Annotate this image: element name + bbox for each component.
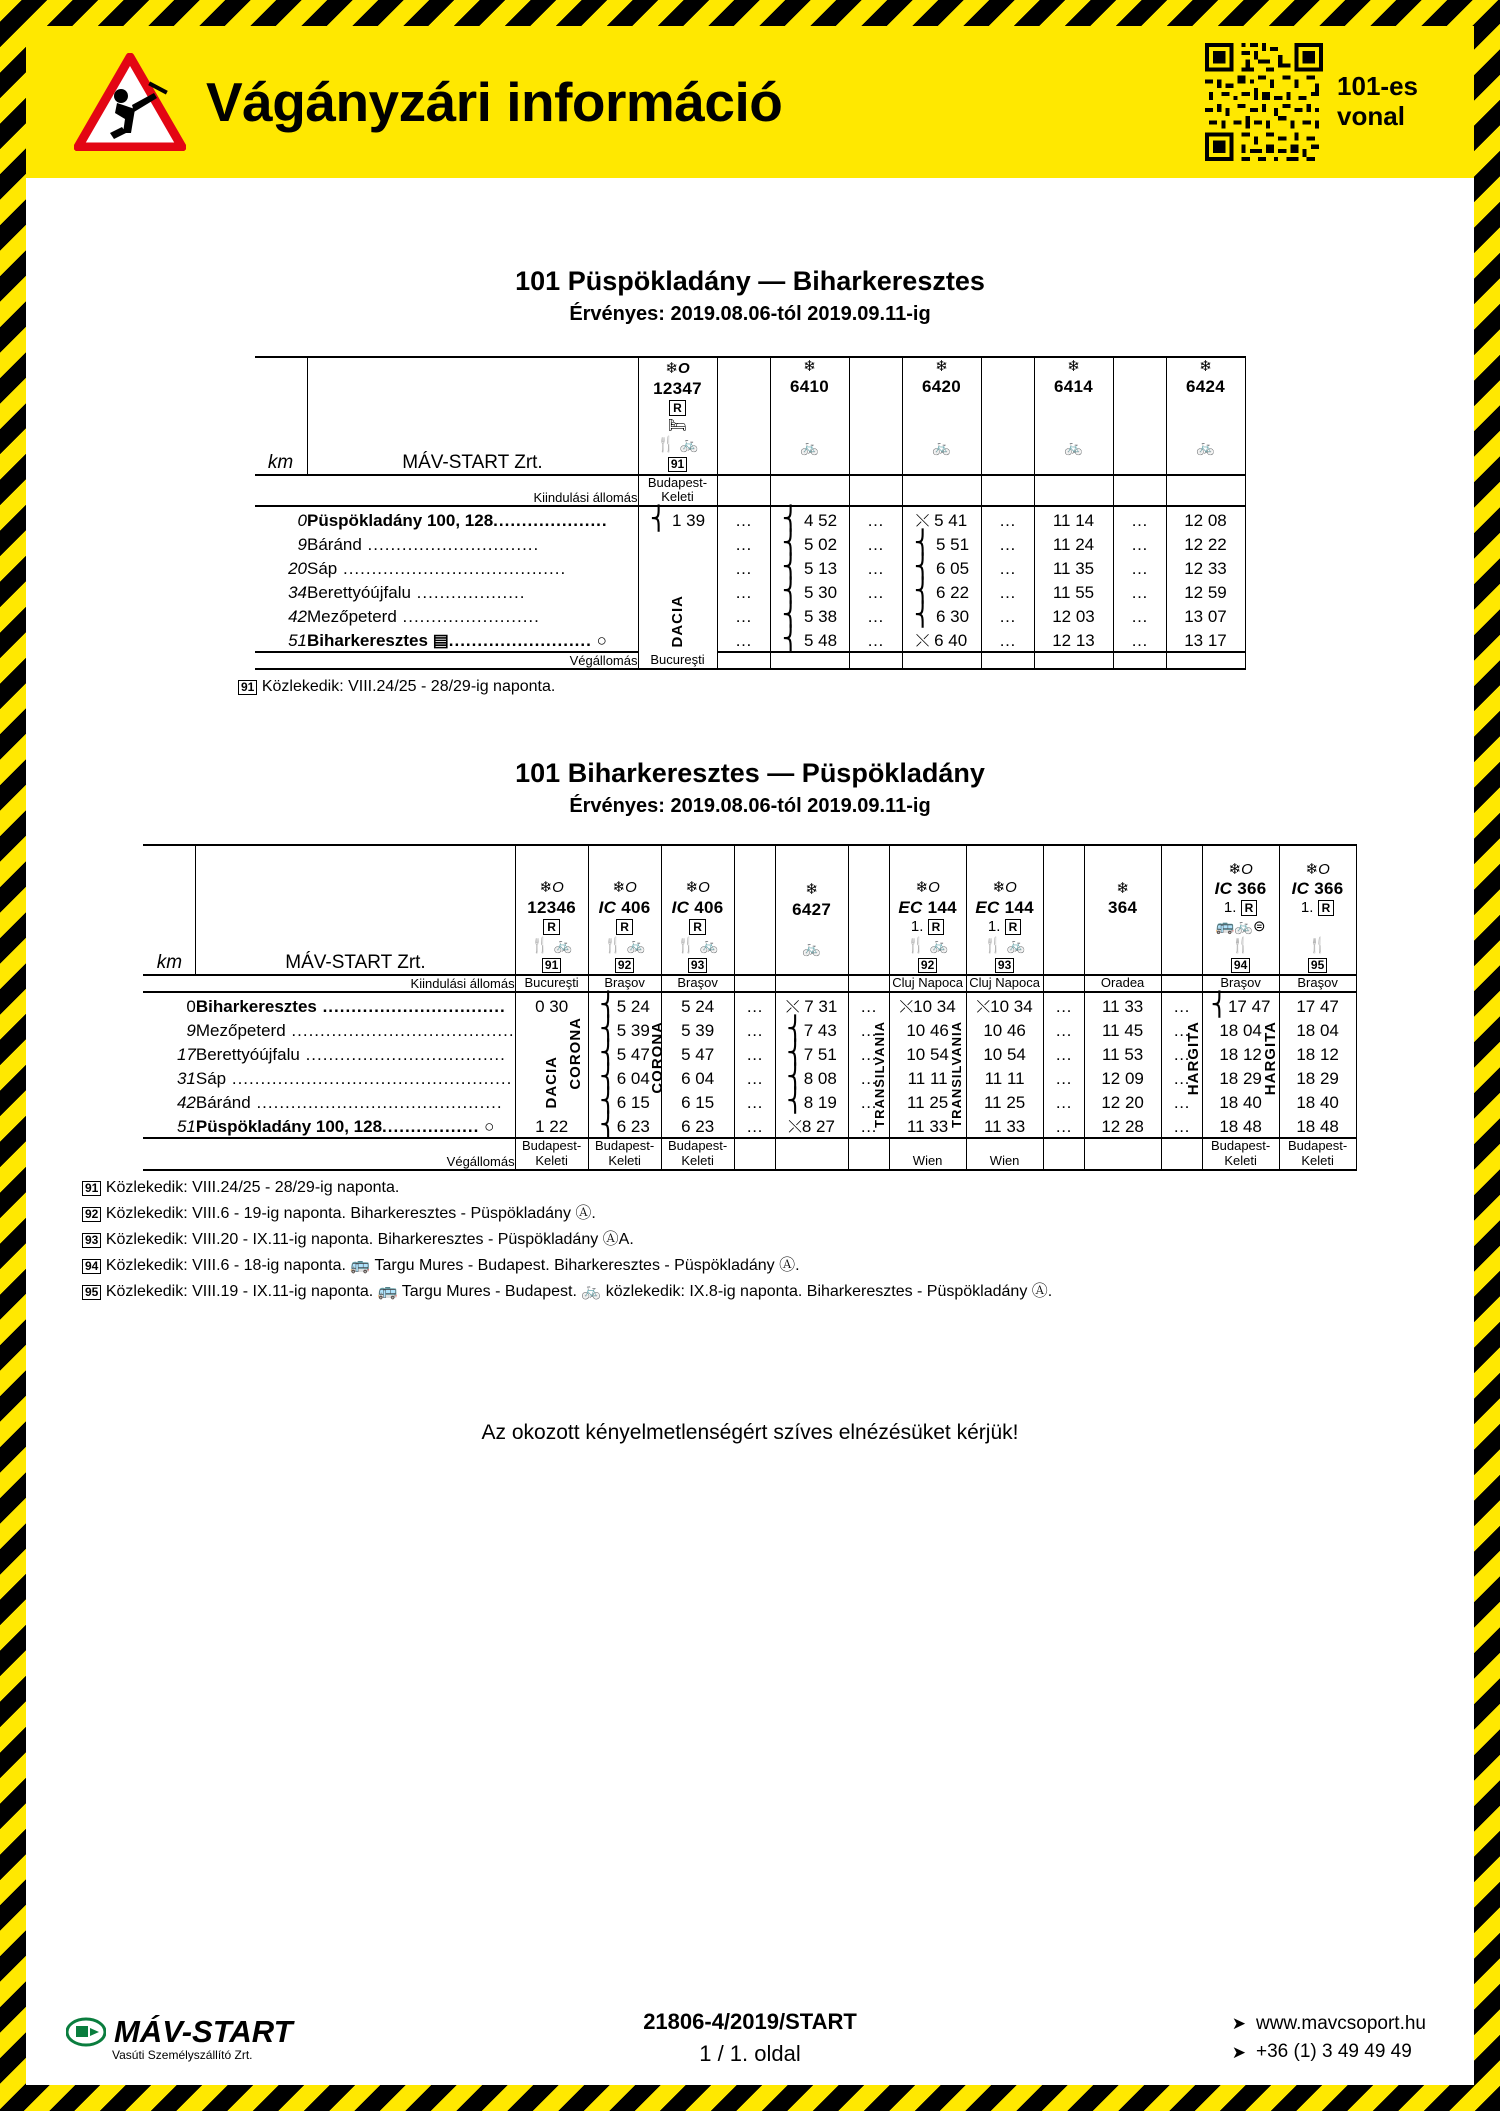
train-name-transilvania-1: TRANSILVANIA bbox=[872, 1021, 888, 1129]
company-name: MÁV-START Zrt. bbox=[307, 357, 638, 475]
document-id: 21806-4/2019/START bbox=[643, 2009, 857, 2034]
km-value: 0 bbox=[255, 506, 308, 531]
origin-label-2: Kiindulási állomás bbox=[143, 975, 515, 992]
note-92: 92 Közlekedik: VIII.6 - 19-ig naponta. Biharkeresztes - Püspökladány Ⓐ. bbox=[82, 1200, 1474, 1223]
section2-subtitle: Érvényes: 2019.08.06-tól 2019.09.11-ig bbox=[569, 795, 931, 818]
arrow-icon: ➤ bbox=[1231, 2042, 1246, 2062]
station-name: Püspökladány 100, 128.................... bbox=[307, 506, 638, 531]
railway-worker-warning-icon bbox=[74, 53, 186, 151]
train-name-corona-1: CORONA bbox=[567, 1017, 585, 1091]
train-header-12346: ❄O 12346 R 🍴 🚲 91 bbox=[515, 845, 588, 975]
time-cell: 4 52 bbox=[803, 511, 838, 531]
footer-center bbox=[26, 2009, 1474, 2067]
train-name-transilvania-2: TRANSILVANIA bbox=[949, 1021, 965, 1129]
time-cell: 5 41 bbox=[934, 511, 968, 531]
train-name-hargita-1: HARGITA bbox=[1185, 1021, 1203, 1096]
train-name-corona-2: CORONA bbox=[649, 1021, 667, 1095]
train-header-ec144-b: ❄O EC 144 1. R 🍴 🚲 93 bbox=[966, 845, 1043, 975]
km-header-2: km bbox=[143, 845, 196, 975]
note-91: 91 Közlekedik: VIII.24/25 - 28/29-ig naponta. bbox=[238, 678, 1474, 696]
note-94: 94 Közlekedik: VIII.6 - 18-ig naponta. 🚌 Targu Mures - Budapest. Biharkeresztes - Püspökladány Ⓐ. bbox=[82, 1252, 1474, 1275]
train-header-6414: ❄ 6414 🚲 bbox=[1034, 357, 1113, 474]
arrow-icon: ➤ bbox=[1231, 2014, 1246, 2033]
origin-label: Kiindulási állomás bbox=[255, 475, 639, 507]
company-name-2: MÁV-START Zrt. bbox=[196, 845, 515, 975]
page-title: Vágányzári információ bbox=[206, 71, 783, 133]
header-banner bbox=[26, 26, 1474, 178]
note-91-2: 91 Közlekedik: VIII.24/25 - 28/29-ig naponta. bbox=[82, 1179, 1474, 1197]
section1-notes bbox=[238, 678, 1474, 696]
time-cell: 12 08 bbox=[1184, 511, 1227, 531]
time-cell: 1 39 bbox=[671, 511, 706, 531]
train-header-ic406-b: ❄O IC 406 R 🍴 🚲 93 bbox=[661, 845, 734, 975]
time-cell: 11 14 bbox=[1052, 511, 1095, 531]
note-93: 93 Közlekedik: VIII.20 - IX.11-ig naponta. Biharkeresztes - Püspökladány ⒶA. bbox=[82, 1226, 1474, 1249]
terminus-12347: Bucureşti bbox=[638, 652, 717, 669]
origin-12347: Budapest-Keleti bbox=[638, 475, 717, 507]
main-content bbox=[26, 178, 1474, 1991]
train-name-hargita-2: HARGITA bbox=[1262, 1021, 1280, 1096]
footer bbox=[26, 1991, 1474, 2085]
terminus-label-2: Végállomás bbox=[143, 1138, 515, 1170]
section1-title: 101 Püspökladány — Biharkeresztes bbox=[515, 266, 985, 296]
section2-title: 101 Biharkeresztes — Püspökladány bbox=[515, 758, 985, 789]
logo-text: MÁV-START bbox=[114, 2014, 293, 2049]
apology-text: Az okozott kényelmetlenségért szíves elnézésüket kérjük! bbox=[481, 1421, 1019, 1445]
train-header-ec144-a: ❄O EC 144 1. R 🍴 🚲 92 bbox=[889, 845, 966, 975]
timetable-down: km MÁV-START Zrt. ❄O 12347 R 🛏 🍴 🚲 91 ❄ 6410 🚲 ❄ 6420 🚲 ❄ 6414 🚲 ❄ 6424 🚲 Kiindulási állomás Budapest-Keleti 0 Püspökladány 100, 128.................... ⎨ 1 39 … ⎨ 4 52 … ⤬ 5 41 … 11 14 … 12 08 9 Báránd .............................. DACIA … ⎨ 5 02 … ⎨ 5 51 … 11 24 … 12 22 20 Sáp ....................................... … ⎨ 5 13 … ⎨ 6 05 … 11 35 … 12 33 34 Berettyóújfalu ................... … ⎨ 5 30 … ⎨ 6 22 … 11 55 … 12 59 42 Mezőpeterd ........................ … ⎨ 5 38 … ⎨ 6 30 … 12 03 … 13 07 51 Biharkeresztes ▤......................... ○ … ⎨ 5 48 … ⤬ 6 40 … 12 13 … 13 17 Végállomás Bucureşti bbox=[255, 356, 1246, 670]
logo-subtitle: Vasúti Személyszállító Zrt. bbox=[112, 2048, 253, 2062]
qr-label: 101-es vonal bbox=[1337, 71, 1418, 131]
train-header-6420: ❄ 6420 🚲 bbox=[902, 357, 981, 474]
terminus-label: Végállomás bbox=[255, 652, 639, 669]
train-header-ic366-a: ❄O IC 366 1. R 🚌🚲⊜ 🍴 94 bbox=[1202, 845, 1279, 975]
train-header-ic406-a: ❄O IC 406 R 🍴 🚲 92 bbox=[588, 845, 661, 975]
train-header-6424: ❄ 6424 🚲 bbox=[1166, 357, 1245, 474]
train-name-dacia-2: DACIA bbox=[543, 1055, 561, 1109]
website-link[interactable]: www.mavcsoport.hu bbox=[1255, 2012, 1426, 2034]
timetable-up: km MÁV-START Zrt. ❄O 12346 R 🍴 🚲 91 ❄O IC 406 R 🍴 🚲 92 ❄O IC 406 R 🍴 🚲 93 ❄ 6427 🚲 ❄O EC 144 1. R 🍴 🚲 92 ❄O EC 144 1. R 🍴 🚲 93 ❄ 364 ❄O IC 366 1. R 🚌🚲⊜ 🍴 94 ❄O IC 366 1. R 🍴 95 Kiindulási állomás Bucureşti Braşov Braşov Cluj Napoca Cluj Napoca Oradea Braşov Braşov 0 Biharkeresztes ................................ 0 30 ⎨5 24 5 24 … ⤬ 7 31 … ⤬10 34 ⤬10 34 … 11 33 … ⎨17 47 17 47 9 Mezőpeterd ....................................... DACIA CORONA ⎨5 39 CORONA 5 39 … ⎨7 43 … TRANSILVANIA 10 46 TRANSILVANIA 10 46 … 11 45 … HARGITA 18 04 HARGITA 18 04 17 Berettyóújfalu ................................... ⎨5 47 5 47 … ⎨7 51 … 10 54 10 54 … 11 53 … 18 12 18 12 31 Sáp ................................................. ⎨6 04 6 04 … ⎨8 08 … 11 11 11 11 … 12 09 … 18 29 18 29 42 Báránd ........................................... ⎨6 15 6 15 … ⎨8 19 … 11 25 11 25 … 12 20 … 18 40 18 40 51 Püspökladány 100, 128................. ○ 1 22 ⎨6 23 6 23 … ⤬8 27 … 11 33 11 33 … 12 28 … 18 48 18 48 Végállomás Budapest-Keleti Budapest-Keleti Budapest-Keleti Wien Wien Budapest-Keleti Budapest-Keleti bbox=[143, 844, 1356, 1171]
train-header-364: ❄ 364 bbox=[1084, 845, 1161, 975]
section2-notes bbox=[82, 1179, 1474, 1301]
train-header-6410: ❄ 6410 🚲 bbox=[770, 357, 849, 474]
section1-subtitle: Érvényes: 2019.08.06-tól 2019.09.11-ig bbox=[569, 303, 931, 325]
qr-code-icon bbox=[1205, 43, 1323, 161]
train-header-ic366-b: ❄O IC 366 1. R 🍴 95 bbox=[1279, 845, 1356, 975]
note-95: 95 Közlekedik: VIII.19 - IX.11-ig naponta. 🚌 Targu Mures - Budapest. 🚲 közlekedik: IX.8-ig naponta. Biharkeresztes - Püspökladány Ⓐ. bbox=[82, 1278, 1474, 1301]
phone-number: +36 (1) 3 49 49 49 bbox=[1255, 2041, 1412, 2062]
train-header-6427: ❄ 6427 🚲 bbox=[775, 845, 848, 975]
km-header: km bbox=[255, 357, 308, 475]
train-header-12347: ❄O 12347 R 🛏 🍴 🚲 91 bbox=[638, 357, 717, 474]
page-number: 1 / 1. oldal bbox=[699, 2041, 801, 2066]
